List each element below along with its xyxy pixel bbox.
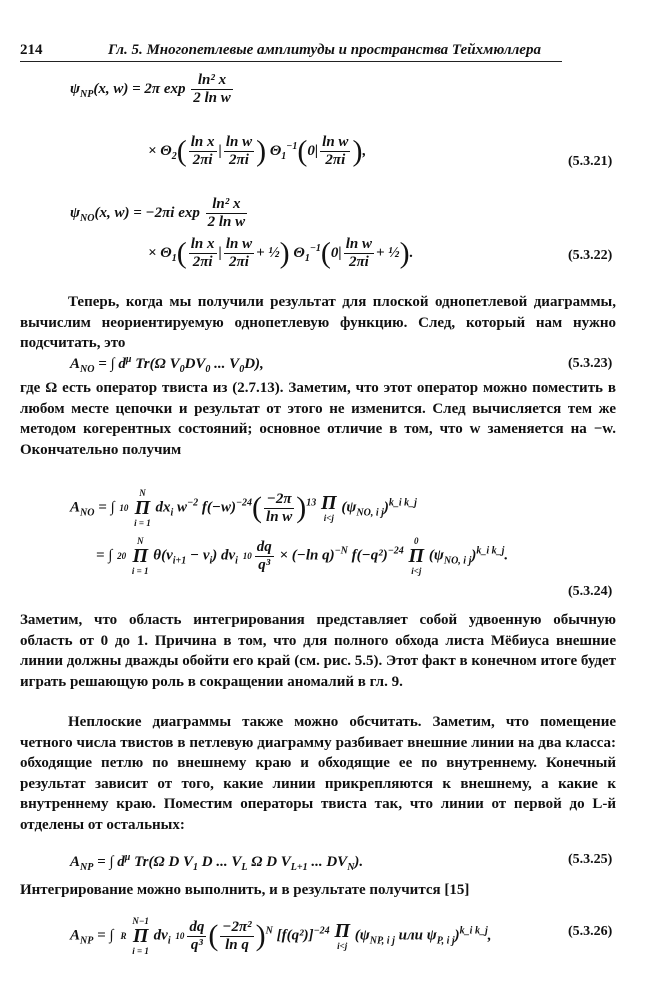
page-header — [20, 40, 562, 62]
equation-number-5-3-23: (5.3.23) — [568, 356, 613, 371]
header-rule — [20, 61, 562, 62]
page-number: 214 — [20, 42, 43, 58]
equation-5-3-25: $A_{NP}$ = ∫ $d^\mu$ Tr(Ω D $V_1$ D ... $V_L$ Ω D $V_{L+1}$ ... $DV_N$). — [70, 852, 364, 873]
paragraph-1: Теперь, когда мы получили результат для плоской однопетлевой диаграммы, вычислим неориентируемую однопетлевую функцию. След, который нам нужно подсчитать, это — [20, 294, 616, 351]
equation-5-3-22-line1: $\psi_{NO}(x$, w) = −2πi exp $\frac{\text{ln² x}}{\text{2 ln w}}$ — [70, 196, 246, 230]
equation-5-3-21-line2: × $\Theta_2$( $\frac{\text{ln x}}{2\pi i}$ | $\frac{\text{ln w}}{2\pi i}$ ) $\Theta_1^{-1}(0|$ $\frac{\text{ln w}}{2\pi i}$ ), — [148, 134, 367, 168]
equation-number-5-3-22: (5.3.22) — [568, 248, 613, 263]
equation-5-3-24-line2: = ∫ 20 N Π i = 1 $\theta(\nu_{i+1} - \nu_i)$ $d\nu_i$ 10 $\frac{dq}{\text{q³}}$ × (−ln q)$^{-N}$ $f(-q^2)^{-24}$ 0 Π i<j $(\psi_{NO, i j})^{k\_i k\_j}$. — [96, 536, 509, 576]
running-title: Гл. 5. Многопетлевые амплитуды и пространства Тейхмюллера — [108, 42, 541, 58]
paragraph-2: где Ω есть оператор твиста из (2.7.13). Заметим, что этот оператор можно поместить в любом месте цепочки и результат от этого не изменится. След вычисляется тем же методом когерентных состояний; основное отличие в том, что w заменяется на −w. Окончательно получим — [20, 380, 616, 458]
equation-5-3-24-line1: $A_{NO}$ = ∫ 10 N Π i = 1 $dx_i$ $w^{-2}$ $f(-w)^{-24}$( $\frac{-2\pi}{\text{ln w}}$ )$^{13}$ Π i<j $(\psi_{NO, i j})^{k\_i k\_j}$ — [70, 488, 417, 528]
equation-number-5-3-25: (5.3.25) — [568, 852, 613, 867]
equation-number-5-3-26: (5.3.26) — [568, 924, 613, 939]
equation-number-5-3-21: (5.3.21) — [568, 154, 613, 169]
equation-5-3-22-line2: × $\Theta_1$( $\frac{\text{ln x}}{2\pi i}$ | $\frac{\text{ln w}}{2\pi i}$ + ½) $\Theta_1^{-1}(0|$ $\frac{\text{ln w}}{2\pi i}$ + ½). — [148, 236, 414, 270]
paragraph-5: Интегрирование можно выполнить, и в результате получится [15] — [20, 882, 470, 898]
equation-5-3-21-line1: $\psi_{NP}(x$, w) = 2π exp $\frac{\text{ln² x}}{\text{2 ln w}}$ — [70, 72, 231, 106]
equation-5-3-26: $A_{NP}$ = ∫ R N−1 Π i = 1 $d\nu_i$ 10 $\frac{dq}{\text{q³}}$ ( $\frac{\text{−2π²}}{\text{ln q}}$ )$^N$ $[f(q^2)]^{-24}$ Π i<j ($\psi_{NP, i j}$ или $\psi_{P, i j})^{k\_i k\_j}$, — [70, 916, 492, 956]
paragraph-3: Заметим, что область интегрирования представляет собой удвоенную обычную область от 0 до 1. Причина в том, что для полного обхода листа Мёбиуса внешние линии должны дважды обойти его край (см. рис. 5.5). Этот факт в конечном итоге будет играть решающую роль в сокращении аномалий в гл. 9. — [20, 612, 616, 690]
equation-5-3-23: $A_{NO}$ = ∫ $d^\mu$ Tr(Ω $V_0DV_0$ ... $V_0D$), — [70, 354, 264, 375]
equation-number-5-3-24: (5.3.24) — [568, 584, 613, 599]
paragraph-4: Неплоские диаграммы также можно обсчитать. Заметим, что помещение четного числа твистов в петлевую диаграмму разбивает внешние линии на два класса: обходящие петлю по внешнему краю и обходящие ее по внутреннему. Конечный результат зависит от того, какие линии прикрепляются к внешнему, а какие к внутреннему краю. Поместим операторы твиста так, что линии от первой до L-й отделены от остальных: — [20, 714, 616, 833]
